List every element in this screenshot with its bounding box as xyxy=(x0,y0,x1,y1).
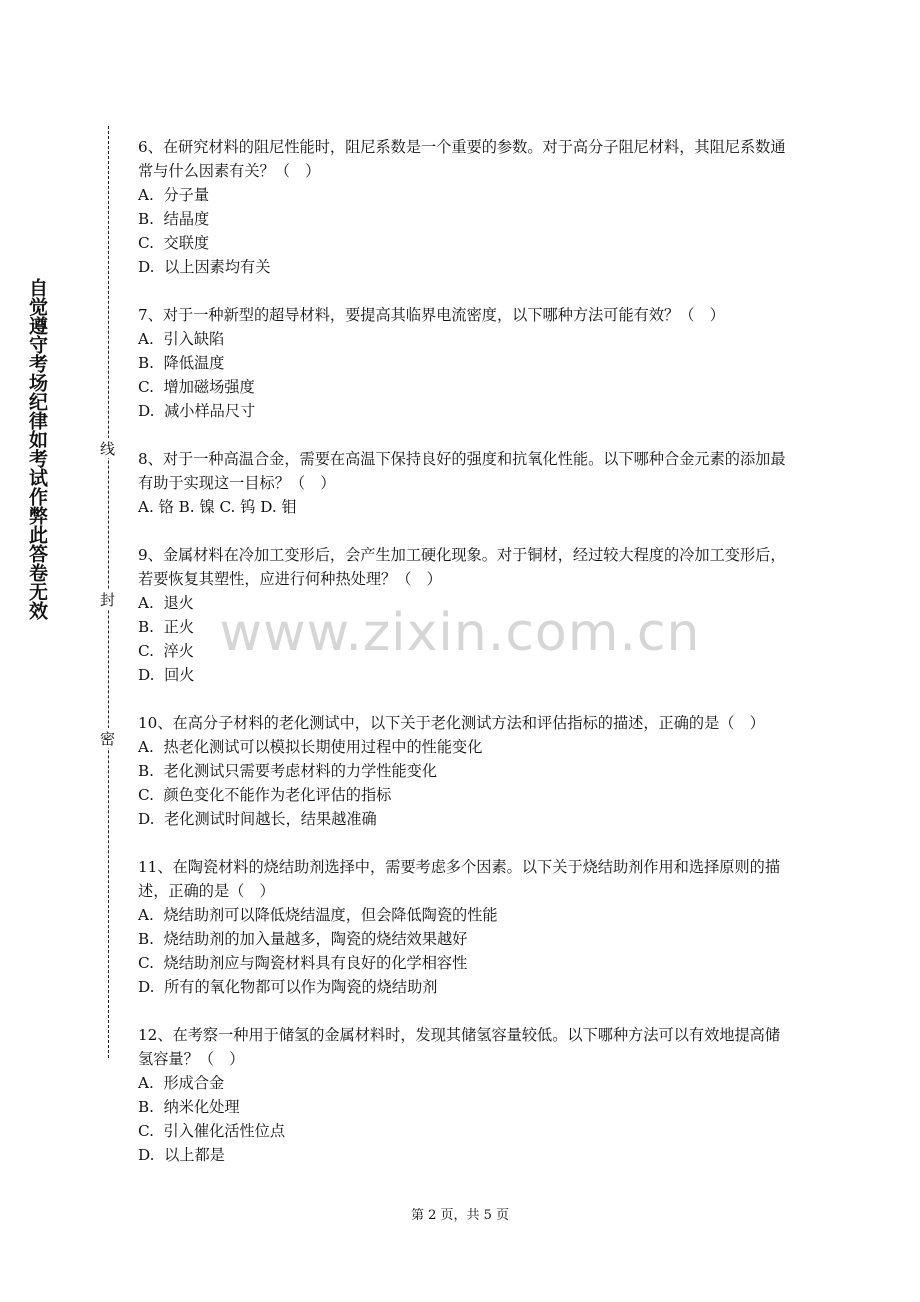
option-d: D. 以上因素均有关 xyxy=(138,258,271,276)
question-10 xyxy=(138,711,790,831)
option-c: C. 增加磁场强度 xyxy=(138,378,255,396)
option-c: C. 引入催化活性位点 xyxy=(138,1122,286,1140)
option-a: A. 退火 xyxy=(138,594,194,612)
option-d: D. 所有的氧化物都可以作为陶瓷的烧结助剂 xyxy=(138,978,438,996)
option-c: C. 交联度 xyxy=(138,234,210,252)
option-b: B. 正火 xyxy=(138,618,195,636)
question-stem: 6、在研究材料的阻尼性能时，阻尼系数是一个重要的参数。对于高分子阻尼材料，其阻尼系数通常与什么因素有关？（ ） xyxy=(138,138,786,180)
option-c: C. 淬火 xyxy=(138,642,194,660)
option-b: B. 老化测试只需要考虑材料的力学性能变化 xyxy=(138,762,438,780)
question-stem: 11、在陶瓷材料的烧结助剂选择中，需要考虑多个因素。以下关于烧结助剂作用和选择原则的描述，正确的是（ ） xyxy=(138,858,781,900)
question-stem: 7、对于一种新型的超导材料，要提高其临界电流密度，以下哪种方法可能有效？（ ） xyxy=(138,306,725,324)
option-b: B. 结晶度 xyxy=(138,210,210,228)
option-a: A. 引入缺陷 xyxy=(138,330,225,348)
option-d: D. 以上都是 xyxy=(138,1146,225,1164)
option-line: A. 铬 B. 镍 C. 钨 D. 钼 xyxy=(138,498,297,516)
question-stem: 12、在考察一种用于储氢的金属材料时，发现其储氢容量较低。以下哪种方法可以有效地提高储氢容量？（ ） xyxy=(138,1026,781,1068)
option-c: C. 烧结助剂应与陶瓷材料具有良好的化学相容性 xyxy=(138,954,468,972)
exam-discipline-notice: 自觉遵守考场纪律如考试作弊此答卷无效 xyxy=(26,278,48,620)
seal-label-seal: 封 xyxy=(101,589,117,609)
watermark: www.zixin.com.cn xyxy=(219,603,701,663)
option-b: B. 纳米化处理 xyxy=(138,1098,240,1116)
option-a: A. 分子量 xyxy=(138,186,210,204)
option-a: A. 烧结助剂可以降低烧结温度，但会降低陶瓷的性能 xyxy=(138,906,498,924)
question-9 xyxy=(138,543,790,687)
option-a: A. 热老化测试可以模拟长期使用过程中的性能变化 xyxy=(138,738,483,756)
option-d: D. 减小样品尺寸 xyxy=(138,402,256,420)
option-a: A. 形成合金 xyxy=(138,1074,225,1092)
option-b: B. 降低温度 xyxy=(138,354,225,372)
option-c: C. 颜色变化不能作为老化评估的指标 xyxy=(138,786,392,804)
question-list xyxy=(138,135,790,1191)
question-11 xyxy=(138,855,790,999)
question-6 xyxy=(138,135,790,279)
question-7 xyxy=(138,303,790,423)
question-12 xyxy=(138,1023,790,1167)
option-d: D. 回火 xyxy=(138,666,195,684)
seal-label-secret: 密 xyxy=(101,728,117,748)
question-stem: 8、对于一种高温合金，需要在高温下保持良好的强度和抗氧化性能。以下哪种合金元素的添加最有助于实现这一目标？（ ） xyxy=(138,450,786,492)
page-number: 第 2 页，共 5 页 xyxy=(410,1208,510,1223)
question-stem: 10、在高分子材料的老化测试中，以下关于老化测试方法和评估指标的描述，正确的是（ ） xyxy=(138,714,765,732)
question-8 xyxy=(138,447,790,519)
option-d: D. 老化测试时间越长，结果越准确 xyxy=(138,810,377,828)
option-b: B. 烧结助剂的加入量越多，陶瓷的烧结效果越好 xyxy=(138,930,468,948)
question-stem: 9、金属材料在冷加工变形后，会产生加工硬化现象。对于铜材，经过较大程度的冷加工变形后，若要恢复其塑性，应进行何种热处理？（ ） xyxy=(138,546,786,588)
seal-label-line: 线 xyxy=(101,438,117,458)
